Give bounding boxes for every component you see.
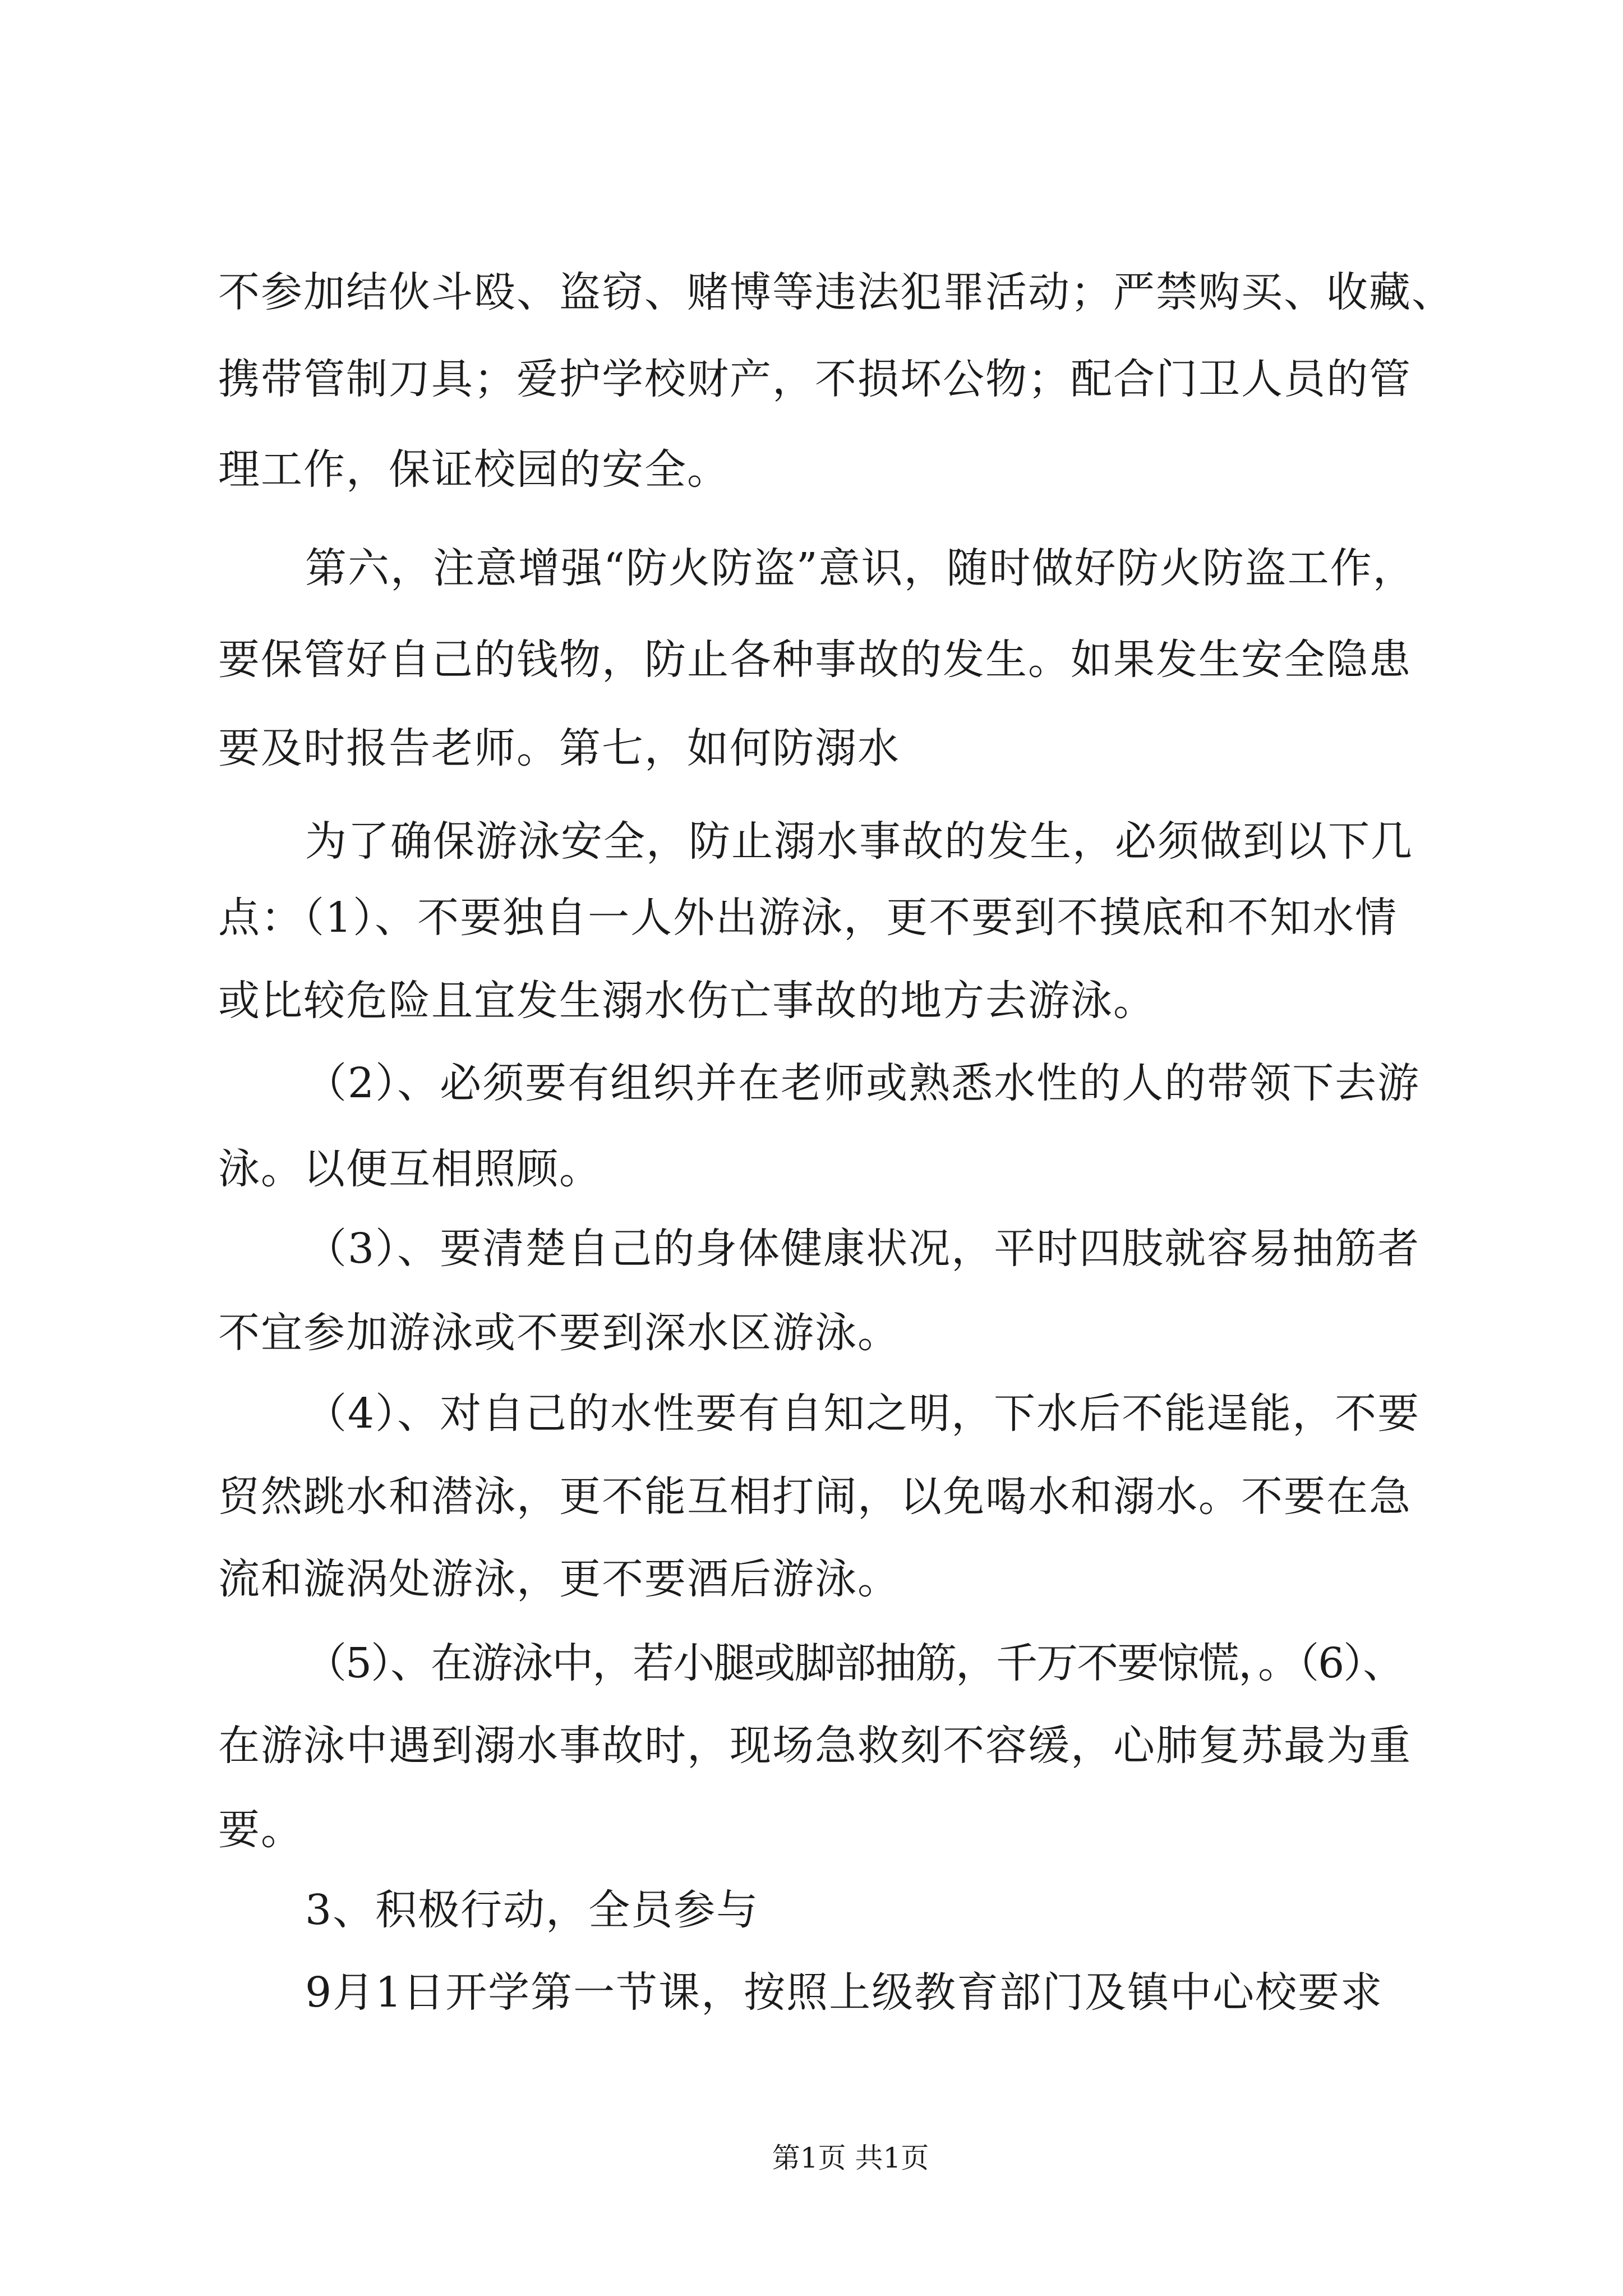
text-line: 第六，注意增强“防火防盗”意识，随时做好防火防盗工作， — [305, 544, 1415, 592]
text-line: 流和漩涡处游泳，更不要酒后游泳。 — [218, 1555, 900, 1603]
text-line: 要。 — [218, 1806, 303, 1854]
text-line: （4）、对自己的水性要有自知之明，下水后不能逞能，不要 — [305, 1389, 1421, 1438]
text-line: （2）、必须要有组织并在老师或熟悉水性的人的带领下去游 — [305, 1059, 1421, 1107]
text-line: 在游泳中遇到溺水事故时，现场急救刻不容缓，心肺复苏最为重 — [218, 1722, 1412, 1770]
text-line: 3、积极行动，全员参与 — [305, 1886, 759, 1934]
text-line: （5）、在游泳中，若小腿或脚部抽筋，千万不要惊慌，。（6）、 — [305, 1639, 1404, 1687]
text-line: 贸然跳水和潜泳，更不能互相打闹，以免喝水和溺水。不要在急 — [218, 1473, 1412, 1521]
text-line: 不参加结伙斗殴、盗窃、赌博等违法犯罪活动；严禁购买、收藏、 — [218, 268, 1454, 316]
text-line: 或比较危险且宜发生溺水伤亡事故的地方去游泳。 — [218, 977, 1156, 1025]
text-line: 携带管制刀具；爱护学校财产，不损坏公物；配合门卫人员的管 — [218, 355, 1412, 403]
page-footer: 第1页 共1页 — [772, 2142, 929, 2174]
text-line: 9月1日开学第一节课，按照上级教育部门及镇中心校要求 — [305, 1968, 1384, 2017]
text-line: 点：（1）、不要独自一人外出游泳，更不要到不摸底和不知水情 — [218, 894, 1398, 942]
text-line: 为了确保游泳安全，防止溺水事故的发生，必须做到以下几 — [305, 817, 1413, 866]
text-line: 要及时报告老师。第七，如何防溺水 — [218, 724, 900, 772]
text-line: （3）、要清楚自己的身体健康状况，平时四肢就容易抽筋者 — [305, 1225, 1421, 1273]
text-line: 泳。以便互相照顾。 — [218, 1145, 602, 1193]
text-line: 不宜参加游泳或不要到深水区游泳。 — [218, 1309, 900, 1357]
text-line: 要保管好自己的钱物，防止各种事故的发生。如果发生安全隐患 — [218, 636, 1412, 684]
text-line: 理工作，保证校园的安全。 — [218, 445, 730, 494]
